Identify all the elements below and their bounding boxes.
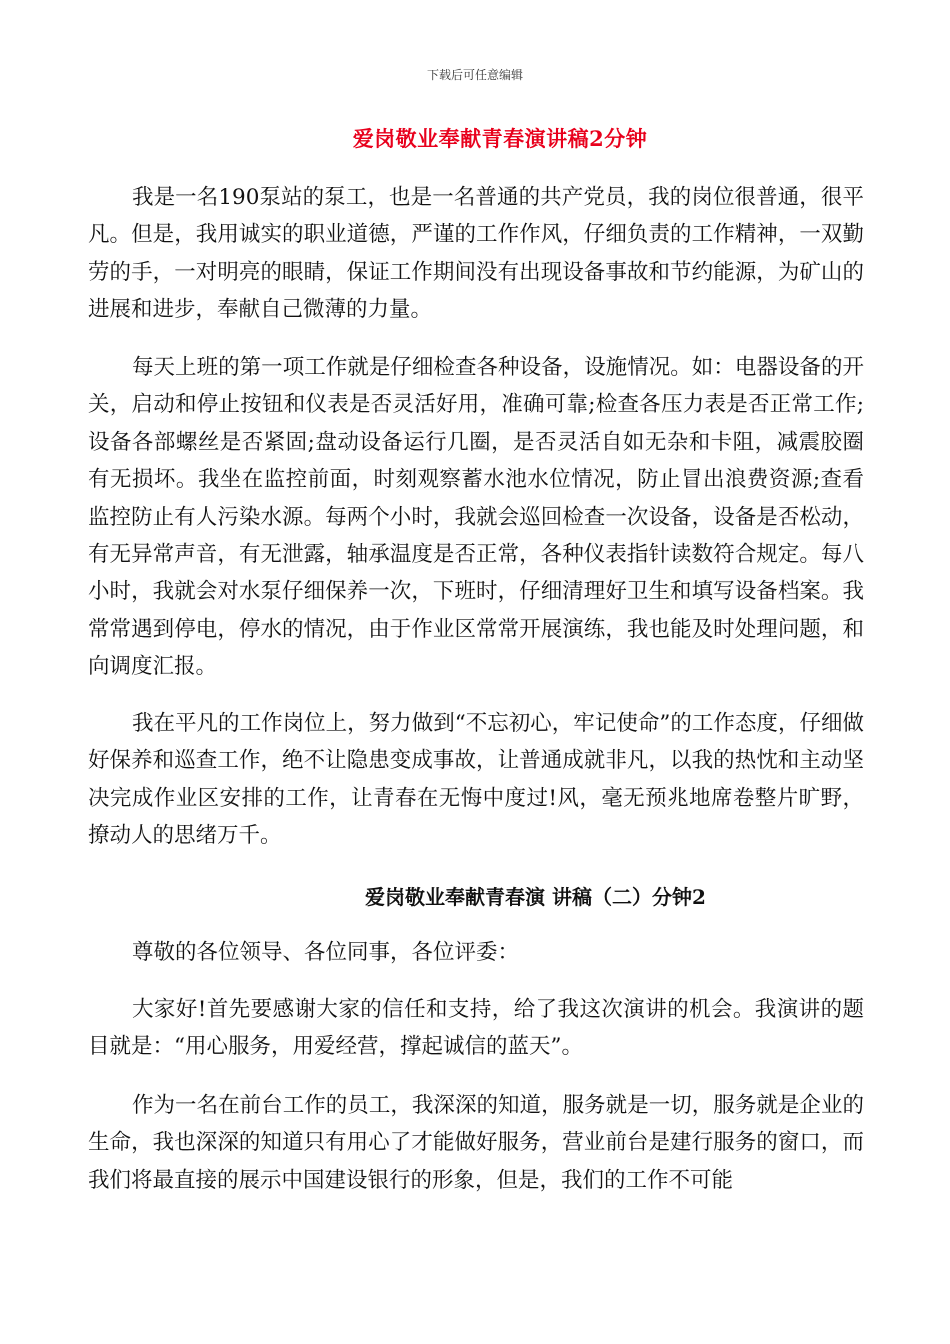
paragraph-6: 作为一名在前台工作的员工，我深深的知道，服务就是一切，服务就是企业的生命，我也深深的知道只有用心了才能做好服务，营业前台是建行服务的窗口，而我们将最直接的展示中国建设银行的形象，但是，我们的工作不可能 (88, 1093, 864, 1193)
paragraph-5: 大家好!首先要感谢大家的信任和支持，给了我这次演讲的机会。我演讲的题目就是：“用心服务，用爱经营，撑起诚信的蓝天”。 (88, 997, 864, 1060)
document-title: 爱岗敬业奉献青春演讲稿2分钟 (352, 126, 648, 151)
header-note: 下载后可任意编辑 (426, 68, 523, 82)
section-subtitle: 爱岗敬业奉献青春演 讲稿（二）分钟2 (365, 885, 706, 909)
paragraph-1: 我是一名190泵站的泵工，也是一名普通的共产党员，我的岗位很普通，很平凡。但是，我用诚实的职业道德，严谨的工作作风，仔细负责的工作精神，一双勤劳的手，一对明亮的眼睛，保证工作期间没有出现设备事故和节约能源，为矿山的进展和进步，奉献自己微薄的力量。 (88, 185, 864, 323)
paragraph-4: 尊敬的各位领导、各位同事，各位评委： (132, 940, 520, 965)
paragraph-2: 每天上班的第一项工作就是仔细检查各种设备，设施情况。如：电器设备的开关，启动和停止按钮和仪表是否灵活好用，准确可靠;检查各压力表是否正常工作;设备各部螺丝是否紧固;盘动设备运行几圈，是否灵活自如无杂和卡阻，减震胶圈有无损坏。我坐在监控前面，时刻观察蓄水池水位情况，防止冒出浪费资源;查看监控防止有人污染水源。每两个小时，我就会巡回检查一次设备，设备是否松动，有无异常声音，有无泄露，轴承温度是否正常，各种仪表指针读数符合规定。每八小时，我就会对水泵仔细保养一次，下班时，仔细清理好卫生和填写设备档案。我常常遇到停电，停水的情况，由于作业区常常开展演练，我也能及时处理问题，和向调度汇报。 (88, 355, 864, 680)
paragraph-3: 我在平凡的工作岗位上，努力做到“不忘初心，牢记使命”的工作态度，仔细做好保养和巡查工作，绝不让隐患变成事故，让普通成就非凡，以我的热忱和主动坚决完成作业区安排的工作，让青春在无悔中度过!风，毫无预兆地席卷整片旷野，撩动人的思绪万千。 (88, 711, 864, 849)
